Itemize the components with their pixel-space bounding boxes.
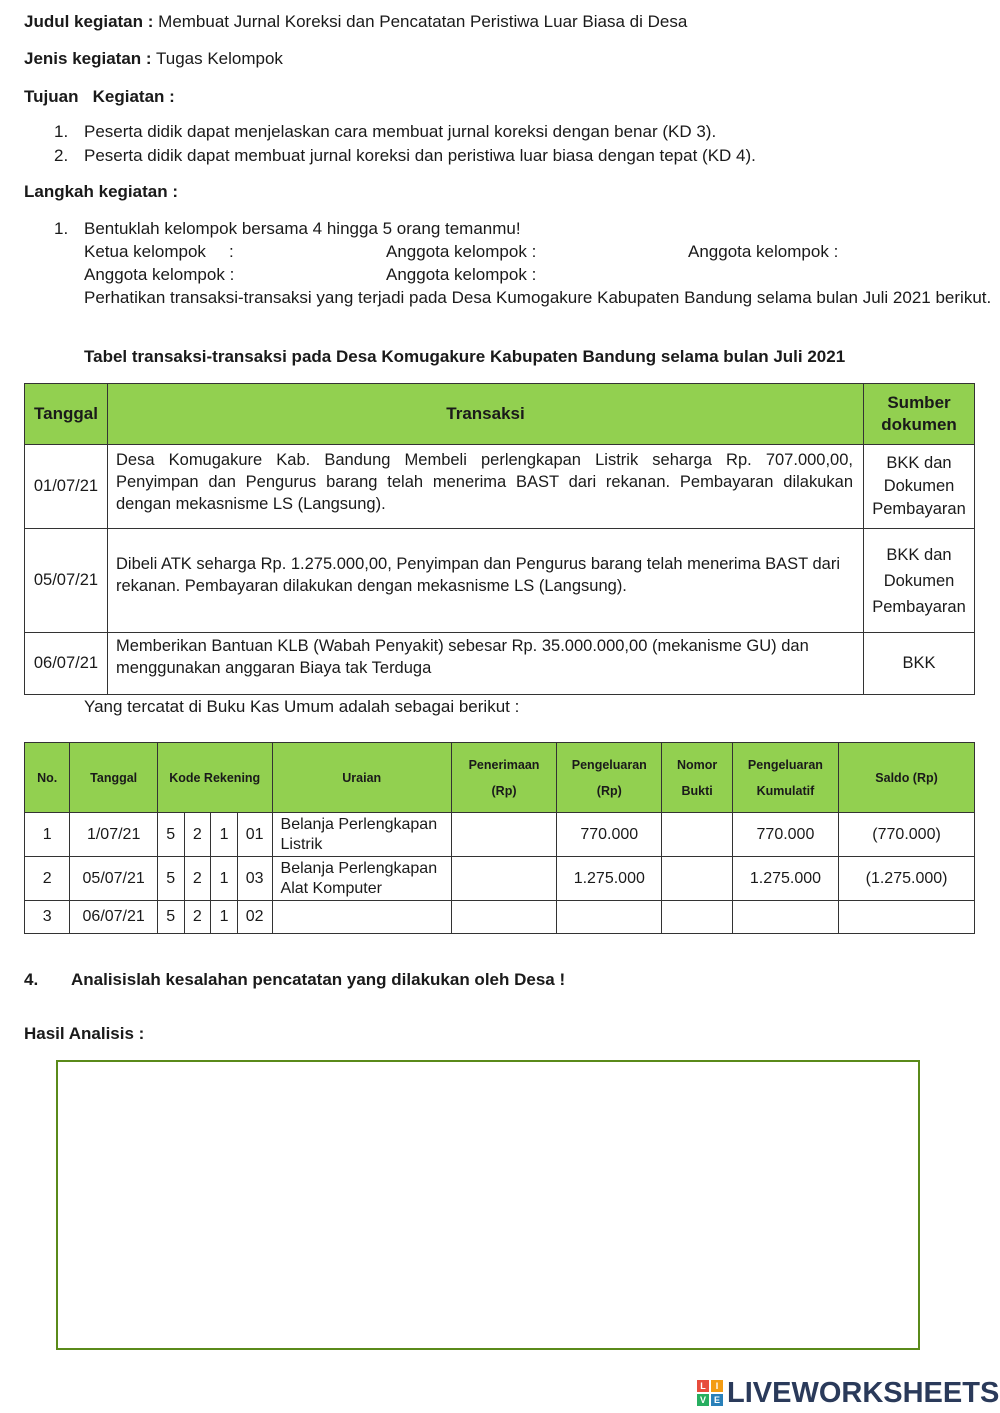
cell-transaksi: Memberikan Bantuan KLB (Wabah Penyakit) sebesar Rp. 35.000.000,00 (mekanisme GU) dan menggunakan anggaran Biaya tak Terduga <box>108 633 864 695</box>
logo-text: LIVEWORKSHEETS <box>727 1376 1000 1409</box>
langkah-item-1: 1. Bentuklah kelompok bersama 4 hingga 5 orang temanmu! <box>54 219 521 238</box>
col-nomor-bukti: Nomor Bukti <box>662 743 732 813</box>
cell-kode: 5 <box>157 813 184 857</box>
liveworksheets-logo <box>697 1378 999 1408</box>
cell-tanggal: 1/07/21 <box>70 813 157 857</box>
table-row <box>25 445 975 529</box>
table-row <box>25 633 975 695</box>
table-header-row <box>25 743 975 813</box>
cell-kode: 2 <box>184 901 211 934</box>
cell-no: 1 <box>25 813 70 857</box>
col-transaksi: Transaksi <box>108 384 864 445</box>
cell-kode: 1 <box>211 901 238 934</box>
col-uraian: Uraian <box>272 743 451 813</box>
tujuan-item: 1. Peserta didik dapat menjelaskan cara membuat jurnal koreksi dengan benar (KD 3). <box>54 122 717 141</box>
jenis-line <box>24 49 283 69</box>
cell-no: 3 <box>25 901 70 934</box>
cell-tanggal: 01/07/21 <box>25 445 108 529</box>
col-penerimaan: Penerimaan (Rp) <box>451 743 556 813</box>
anggota-kelompok: Anggota kelompok : <box>386 242 537 261</box>
col-tanggal: Tanggal <box>70 743 157 813</box>
tujuan-label: Tujuan Kegiatan : <box>24 87 175 106</box>
cell-saldo: (770.000) <box>839 813 975 857</box>
col-sumber: Sumber dokumen <box>864 384 975 445</box>
cell-penerimaan <box>451 813 556 857</box>
bku-table <box>24 742 975 934</box>
question-4: 4. Analisislah kesalahan pencatatan yang dilakukan oleh Desa ! <box>24 970 566 989</box>
cell-nomor-bukti <box>662 857 732 901</box>
cell-tanggal: 05/07/21 <box>25 529 108 633</box>
ketua-colon: : <box>229 242 234 261</box>
tujuan-item: 2. Peserta didik dapat membuat jurnal koreksi dan peristiwa luar biasa dengan tepat (KD 4). <box>54 146 756 165</box>
cell-kumulatif[interactable] <box>732 901 838 934</box>
hasil-label: Hasil Analisis : <box>24 1024 145 1043</box>
langkah-label: Langkah kegiatan : <box>24 182 178 201</box>
cell-sumber: BKK <box>864 633 975 695</box>
cell-pengeluaran[interactable] <box>557 901 662 934</box>
cell-kumulatif: 1.275.000 <box>732 857 838 901</box>
anggota-kelompok: Anggota kelompok : <box>688 242 839 261</box>
judul-line <box>24 12 687 32</box>
cell-uraian: Belanja Perlengkapan Listrik <box>272 813 451 857</box>
table-row <box>25 813 975 857</box>
transaction-table <box>24 383 975 695</box>
cell-saldo: (1.275.000) <box>839 857 975 901</box>
col-saldo: Saldo (Rp) <box>839 743 975 813</box>
hasil-analisis-input[interactable] <box>56 1060 920 1350</box>
jenis-label: Jenis kegiatan : <box>24 49 152 68</box>
col-kumulatif: Pengeluaran Kumulatif <box>732 743 838 813</box>
cell-kode: 1 <box>211 813 238 857</box>
cell-tanggal: 05/07/21 <box>70 857 157 901</box>
cell-kode: 5 <box>157 857 184 901</box>
judul-value: Membuat Jurnal Koreksi dan Pencatatan Peristiwa Luar Biasa di Desa <box>158 12 688 31</box>
cell-saldo[interactable] <box>839 901 975 934</box>
cell-kode: 2 <box>184 813 211 857</box>
cell-sumber: BKK dan Dokumen Pembayaran <box>864 445 975 529</box>
cell-kode: 1 <box>211 857 238 901</box>
table-row <box>25 857 975 901</box>
cell-nomor-bukti <box>662 813 732 857</box>
cell-tanggal: 06/07/21 <box>25 633 108 695</box>
cell-penerimaan <box>451 857 556 901</box>
cell-kumulatif: 770.000 <box>732 813 838 857</box>
jenis-value: Tugas Kelompok <box>155 49 283 68</box>
col-pengeluaran: Pengeluaran (Rp) <box>557 743 662 813</box>
cell-transaksi: Desa Komugakure Kab. Bandung Membeli perlengkapan Listrik seharga Rp. 707.000,00, Penyimpan dan Pengurus barang telah menerima BAST dari rekanan. Pembayaran dilakukan dengan mekasnisme LS (Langsung). <box>108 445 864 529</box>
col-no: No. <box>25 743 70 813</box>
table-row <box>25 529 975 633</box>
col-kode-rekening: Kode Rekening <box>157 743 272 813</box>
col-tanggal: Tanggal <box>25 384 108 445</box>
cell-uraian: Belanja Perlengkapan Alat Komputer <box>272 857 451 901</box>
cell-kode: 03 <box>237 857 272 901</box>
anggota-kelompok: Anggota kelompok : <box>84 265 235 284</box>
cell-tanggal: 06/07/21 <box>70 901 157 934</box>
cell-nomor-bukti[interactable] <box>662 901 732 934</box>
cell-kode: 02 <box>237 901 272 934</box>
cell-no: 2 <box>25 857 70 901</box>
bku-intro: Yang tercatat di Buku Kas Umum adalah sebagai berikut : <box>84 697 520 716</box>
cell-uraian[interactable] <box>272 901 451 934</box>
cell-sumber: BKK dan Dokumen Pembayaran <box>864 529 975 633</box>
cell-penerimaan[interactable] <box>451 901 556 934</box>
ketua-kelompok: Ketua kelompok <box>84 242 206 261</box>
cell-kode: 01 <box>237 813 272 857</box>
judul-label: Judul kegiatan : <box>24 12 154 31</box>
logo-mark-icon: L I V E <box>697 1380 723 1406</box>
anggota-kelompok: Anggota kelompok : <box>386 265 537 284</box>
cell-transaksi: Dibeli ATK seharga Rp. 1.275.000,00, Penyimpan dan Pengurus barang telah menerima BAST dari rekanan. Pembayaran dilakukan dengan mekasnisme LS (Langsung). <box>108 529 864 633</box>
perhatikan-text: Perhatikan transaksi-transaksi yang terjadi pada Desa Kumogakure Kabupaten Bandung selama bulan Juli 2021 berikut. <box>84 288 992 307</box>
table-header-row <box>25 384 975 445</box>
table1-title: Tabel transaksi-transaksi pada Desa Komugakure Kabupaten Bandung selama bulan Juli 2021 <box>84 347 846 366</box>
table-row <box>25 901 975 934</box>
cell-kode: 2 <box>184 857 211 901</box>
cell-pengeluaran: 1.275.000 <box>557 857 662 901</box>
cell-pengeluaran: 770.000 <box>557 813 662 857</box>
cell-kode: 5 <box>157 901 184 934</box>
